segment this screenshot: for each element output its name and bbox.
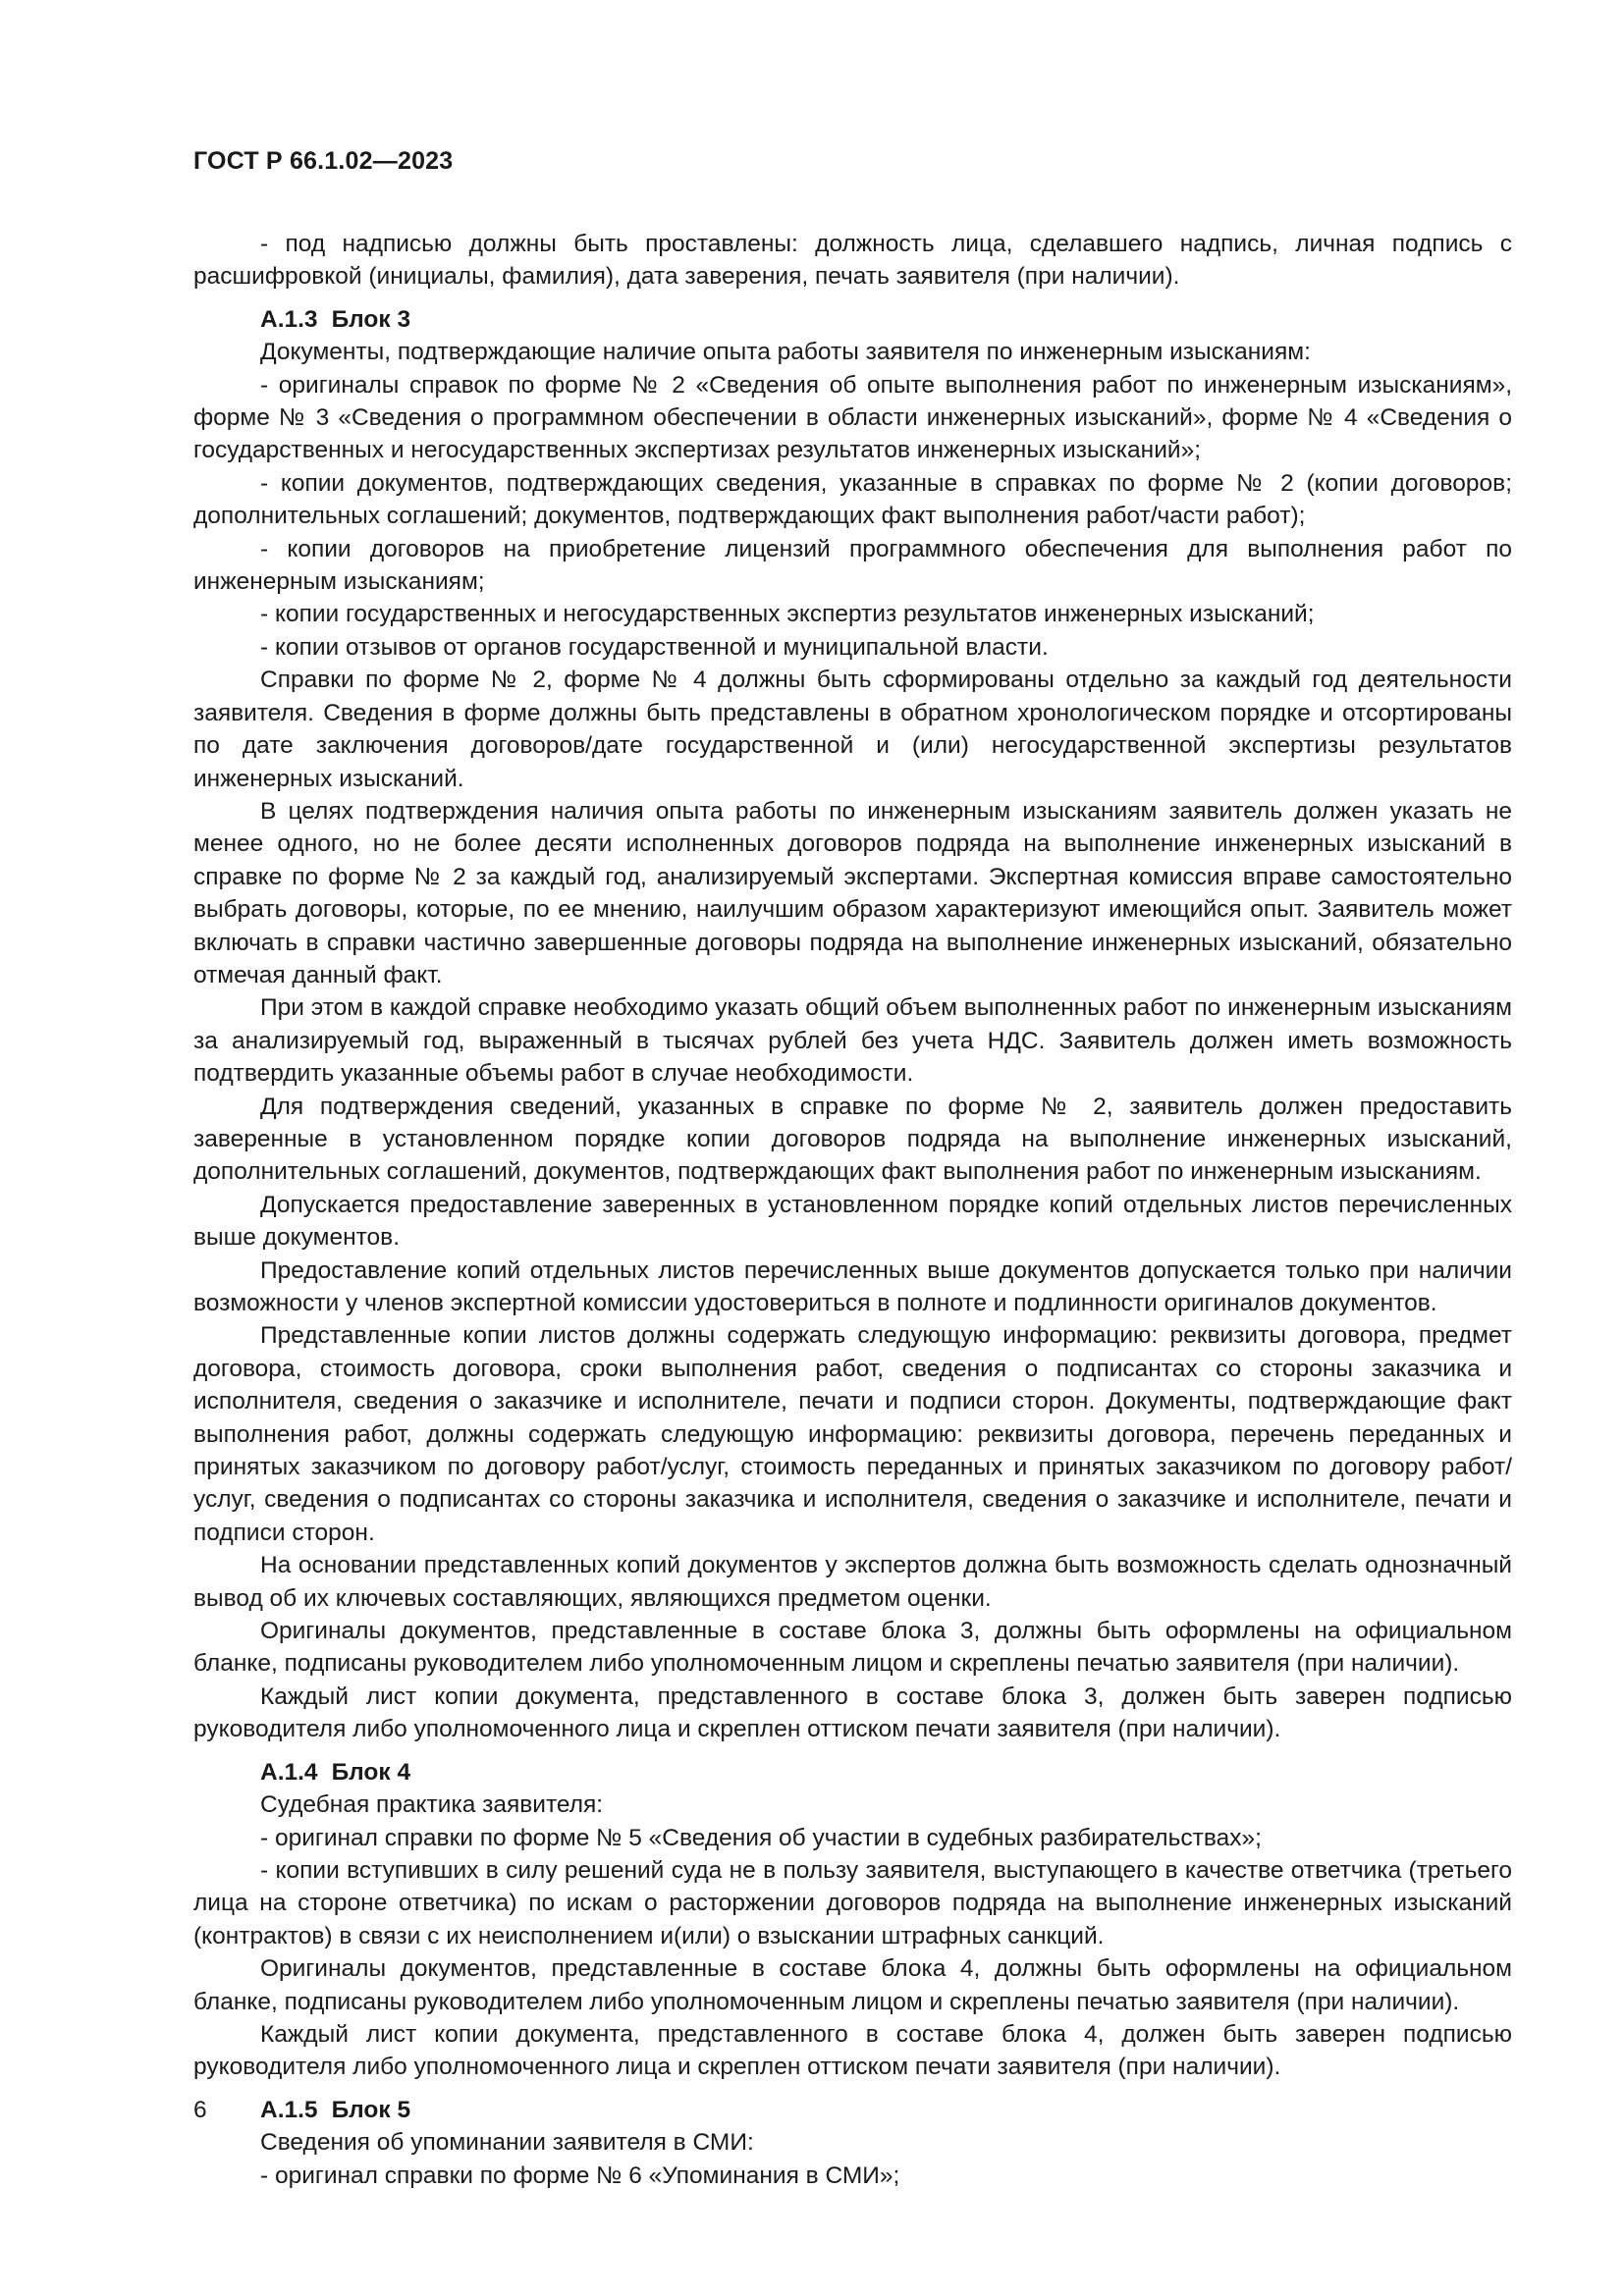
list-item: - оригиналы справок по форме № 2 «Сведения об опыте выполнения работ по инженерным изысканиям», форме № 3 «Сведения о программном обеспечении в области инженерных изысканий», форме № 4 «Сведения о государственных и негосударственных экспертизах результатов инженерных изысканий»;	[193, 371, 1512, 464]
page-number: 6	[193, 2097, 207, 2123]
paragraph: Предоставление копий отдельных листов перечисленных выше документов допускается только при наличии возможности у членов экспертной комиссии удостовериться в полноте и подлинности оригиналов документов.	[193, 1256, 1512, 1316]
list-item: - копии документов, подтверждающих сведения, указанные в справках по форме № 2 (копии договоров; дополнительных соглашений; документов, подтверждающих факт выполнения работ/части работ);	[193, 469, 1512, 530]
paragraph: На основании представленных копий документов у экспертов должна быть возможность сделать однозначный вывод об их ключевых составляющих, являющихся предметом оценки.	[193, 1552, 1512, 1612]
section-heading-block-3	[193, 303, 1512, 336]
paragraph: Справки по форме № 2, форме № 4 должны быть сформированы отдельно за каждый год деятельности заявителя. Сведения в форме должны быть представлены в обратном хронологическом порядке и отсортированы по дате заключения договоров/дате государственной и (или) негосударственной экспертизы результатов инженерных изысканий.	[193, 667, 1512, 792]
section-title: Блок 3	[331, 305, 411, 333]
list-item: - копии вступивших в силу решений суда не в пользу заявителя, выступающего в качестве ответчика (третьего лица на стороне ответчика) по искам о расторжении договоров подряда на выполнение инженерных изысканий (контрактов) в связи с их неисполнением и(или) о взыскании штрафных санкций.	[193, 1856, 1512, 1949]
paragraph: Представленные копии листов должны содержать следующую информацию: реквизиты договора, предмет договора, стоимость договора, сроки выполнения работ, сведения о подписантах со стороны заказчика и исполнителя, сведения о заказчике и исполнителе, печати и подписи сторон. Документы, подтверждающие факт выполнения работ, должны содержать следующую информацию: реквизиты договора, перечень переданных и принятых заказчиком по договору работ/услуг, стоимость переданных и принятых заказчиком по договору работ/услуг, сведения о подписантах со стороны заказчика и исполнителя, сведения о заказчике и исполнителе, печати и подписи сторон.	[193, 1322, 1512, 1546]
list-item: - оригинал справки по форме № 5 «Сведения об участии в судебных разбирательствах»;	[260, 1824, 1262, 1851]
list-item: - копии договоров на приобретение лицензий программного обеспечения для выполнения работ по инженерным изысканиям;	[193, 535, 1512, 596]
section-number: А.1.4	[260, 1758, 318, 1786]
paragraph: Документы, подтверждающие наличие опыта работы заявителя по инженерным изысканиям:	[260, 339, 1311, 366]
section-heading-block-5	[193, 2094, 1512, 2126]
list-item: - копии отзывов от органов государственной и муниципальной власти.	[260, 633, 1049, 661]
section-number: А.1.3	[260, 305, 318, 333]
section-heading-block-4	[193, 1756, 1512, 1789]
paragraph: Оригиналы документов, представленные в составе блока 4, должны быть оформлены на официальном бланке, подписаны руководителем либо уполномоченным лицом и скреплены печатью заявителя (при наличии).	[193, 1955, 1512, 2015]
paragraph: Для подтверждения сведений, указанных в справке по форме № 2, заявитель должен предоставить заверенные в установленном порядке копии договоров подряда на выполнение инженерных изысканий, дополнительных соглашений, документов, подтверждающих факт выполнения работ по инженерным изысканиям.	[193, 1093, 1512, 1186]
standard-designation: ГОСТ Р 66.1.02—2023	[193, 147, 454, 175]
section-number: А.1.5	[260, 2096, 318, 2123]
paragraph: Каждый лист копии документа, представленного в составе блока 4, должен быть заверен подписью руководителя либо уполномоченного лица и скреплен оттиском печати заявителя (при наличии).	[193, 2020, 1512, 2081]
paragraph: Каждый лист копии документа, представленного в составе блока 3, должен быть заверен подписью руководителя либо уполномоченного лица и скреплен оттиском печати заявителя (при наличии).	[193, 1682, 1512, 1743]
paragraph: Сведения об упоминании заявителя в СМИ:	[260, 2129, 754, 2157]
paragraph: - под надписью должны быть проставлены: должность лица, сделавшего надпись, личная подпись с расшифровкой (инициалы, фамилия), дата заверения, печать заявителя (при наличии).	[193, 231, 1512, 291]
paragraph: При этом в каждой справке необходимо указать общий объем выполненных работ по инженерным изысканиям за анализируемый год, выраженный в тысячах рублей без учета НДС. Заявитель должен иметь возможность подтвердить указанные объемы работ в случае необходимости.	[193, 994, 1512, 1088]
paragraph: Допускается предоставление заверенных в установленном порядке копий отдельных листов перечисленных выше документов.	[193, 1191, 1512, 1252]
paragraph: Оригиналы документов, представленные в составе блока 3, должны быть оформлены на официальном бланке, подписаны руководителем либо уполномоченным лицом и скреплены печатью заявителя (при наличии).	[193, 1618, 1512, 1678]
list-item: - копии государственных и негосударственных экспертиз результатов инженерных изысканий;	[260, 601, 1315, 628]
paragraph: Судебная практика заявителя:	[260, 1791, 604, 1819]
paragraph: В целях подтверждения наличия опыта работы по инженерным изысканиям заявитель должен указать не менее одного, но не более десяти исполненных договоров подряда на выполнение инженерных изысканий в справке по форме № 2 за каждый год, анализируемый экспертами. Экспертная комиссия вправе самостоятельно выбрать договоры, которые, по ее мнению, наилучшим образом характеризуют имеющийся опыт. Заявитель может включать в справки частично завершенные договоры подряда на выполнение инженерных изысканий, обязательно отмечая данный факт.	[193, 797, 1512, 988]
section-title: Блок 4	[331, 1758, 411, 1786]
document-body	[193, 228, 1512, 2192]
section-title: Блок 5	[331, 2096, 411, 2123]
list-item: - оригинал справки по форме № 6 «Упоминания в СМИ»;	[260, 2162, 900, 2189]
